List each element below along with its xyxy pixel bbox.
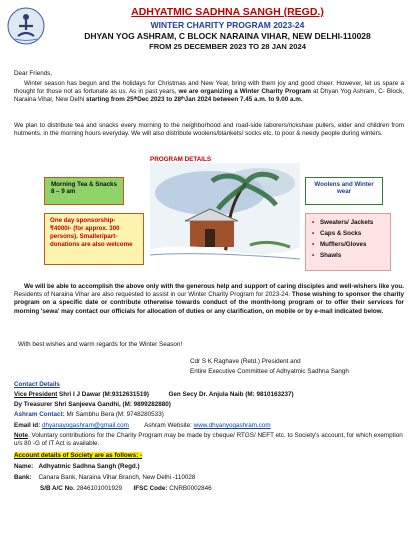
- account-bank: Bank: Canara Bank, Naraina Vihar Branch, New Delhi -110028: [14, 474, 196, 481]
- woolens-items-box: [305, 213, 391, 271]
- society-name: ADHYATMIC SADHNA SANGH (REGD.): [131, 6, 324, 18]
- list-item: • Shawls: [320, 250, 386, 261]
- vp-contact: Vice President Shri I J Dawar (M:9312631519) Gen Secy Dr. Anjula Naib (M: 9810163237): [14, 391, 294, 398]
- program-details-heading: PROGRAM DETAILS: [150, 156, 212, 163]
- account-heading: Account details of Society are as follows: -: [14, 452, 143, 459]
- appeal-paragraph: We will be able to accomplish the above only with the generous help and support of caring disciples and well-wishers like you. Residents of Naraina Vihar are also requested to assist in our Winter Charity Program for 2023-24. Those wishing to sponsor the charity program on a specific date or contribute otherwise towards conduct of the month-long program or to offer their services for morning 'sewa' may contact our officials for allocation of duties or any clarification, on mobile or by e-mail indicated below.: [14, 283, 405, 315]
- account-number: S/B A/C No. 2846101001929 IFSC Code: CNRB0002846: [40, 485, 212, 492]
- winter-hut-painting: [150, 163, 300, 269]
- plan-paragraph: We plan to distribute tea and snacks every morning to the neighborhood and road-side laborers/rickshaw pullers, elder and children from hutments. in the morning hours everyday. We will also distribute woolens/blankets/ socks etc. to poor & needy people during winters.: [14, 122, 404, 138]
- signature-line-2: Entire Executive Committee of Adhyatmic Sadhna Sangh: [190, 368, 349, 375]
- morning-tea-box: Morning Tea & Snacks 8 – 9 am: [44, 177, 124, 205]
- signature-line-1: Cdr S K Raghave (Retd.) President and: [190, 358, 301, 365]
- email-website-line: Email id: dhyanayogashram@gmail.com Ashram Website: www.dhyanyogashram.com: [14, 422, 271, 429]
- closing-line: With best wishes and warm regards for the Winter Season!: [18, 341, 183, 348]
- account-name: Name: Adhyatmic Sadhna Sangh (Regd.): [14, 463, 140, 470]
- list-item: • Sweaters/ Jackets: [320, 217, 386, 228]
- program-title: WINTER CHARITY PROGRAM 2023-24: [150, 20, 305, 30]
- contact-heading: Contact Details: [14, 381, 60, 388]
- ashram-address: DHYAN YOG ASHRAM, C BLOCK NARAINA VIHAR, NEW DELHI-110028: [84, 31, 371, 41]
- intro-paragraph: Winter season has begun and the holidays for Christmas and New Year, bring with them joy and good cheer. However, let us spare a thought for those not as fortunate as us. As in past years, we are organizing a Winter Charity Program at Dhyan Yog Ashram, C- Block, Naraina Vihar, New Delhi starting from 25ᵗʰDec 2023 to 28ᵗʰJan 2024 between 7.45 a.m. to 9.00 a.m.: [14, 80, 405, 104]
- sponsorship-box: One day sponsorship- ₹4000/- (for approx. 300 persons). Smaller/part-donations are also welcome: [44, 213, 144, 265]
- list-item: • Caps & Socks: [320, 228, 386, 239]
- treasurer-contact: Dy Treasurer Shri Sanjeeva Gandhi, (M: 9899282880): [14, 401, 171, 408]
- greeting: Dear Friends,: [14, 70, 53, 77]
- note-paragraph: Note. Voluntary contributions for the Charity Program may be made by cheque/ RTGS/ NEFT etc. to Society's account, for which exemption u/s 80 -G of IT Act is available.: [14, 432, 403, 448]
- ashram-contact: Ashram Contact: Mr Sambhu Bera (M: 9748280533): [14, 411, 164, 418]
- woolens-box: Woolens and Winter wear: [305, 177, 383, 205]
- website-link[interactable]: www.dhyanyogashram.com: [193, 422, 271, 429]
- list-item: • Mufflers/Gloves: [320, 239, 386, 250]
- email-link[interactable]: dhyanayogashram@gmail.com: [42, 422, 129, 429]
- program-dates: FROM 25 DECEMBER 2023 TO 28 JAN 2024: [149, 42, 306, 51]
